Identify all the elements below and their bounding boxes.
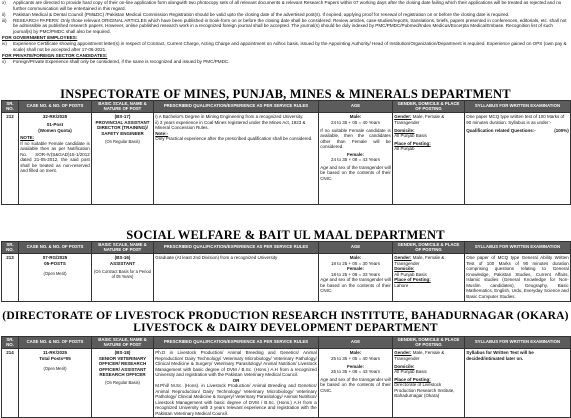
sr-number: 213 <box>2 254 19 302</box>
qualification-note-heading: Note:- <box>155 130 169 136</box>
syllabus-text: Syllabus for Written Test will be decided/intimated later on. <box>466 350 534 361</box>
age-transgender-note: Age and sex of the transgender will be based on the contents of their CNIC. <box>320 164 391 181</box>
age-cell <box>319 113 393 205</box>
posts-quota: (Open Merit) <box>43 270 67 276</box>
age-female: 24 to 35 + 08 = 43 Years <box>330 157 381 163</box>
syllabus-cell: One paper MCQ type written test of 100 Marks of 90 minutes duration. Syllabus is as under:- Qualification related Questions:- (100%) <box>465 113 571 205</box>
job-table <box>1 336 571 418</box>
age-transgender-note: Age and sex of the transgender will be based on the contents of their CNIC. <box>320 277 391 294</box>
qualification-line: M.Phil/ M.Sc. (Hons). in Livestock Production/ Animal Breeding and Genetics/ Animal Reproduction/ Dairy Technology/ Veterinary Microbiology/ Veterinary Pathology/ Clinical Medicine & Surgery/ Veterinary Parasitology/ Animal Nutrition/ Livestock Management with basic degree of DVM / B.Sc. (Hons.) A.H from a recognized University with 3 years relevant experience and registration with the Pakistan Veterinary Medical Council. <box>155 383 317 416</box>
table-header-row: SR. NO. CASE NO. & NO. OF POSTS BASIC SCALE, NAME & NATURE OF POST PRESCRIBED QUALIFICATION/EXPERIENCE AS PER SERVICE RULES AGE GENDER, DOMICILE & PLACE OF POSTING SYLLABUS FOR WRITTEN EXAMINATION <box>2 337 571 349</box>
age-transgender-note: Age and sex of the transgender will be based on the contents of their CNIC. <box>320 376 391 393</box>
posts-count: Total Posts=05 <box>39 355 71 361</box>
job-table <box>1 100 571 205</box>
posts-count: 01-Post <box>46 122 64 128</box>
age-female-label: Female: <box>346 363 364 369</box>
post-cell <box>92 349 154 418</box>
posts-quota: (Open Merit) <box>43 365 67 371</box>
syllabus-text: One paper of MCQ type General Ability Written Test of 100 Marks of 90 minutes duration comprising questions relating to General Knowledge, Pakistan Studies, Current Affairs, Islamic studies (General Knowledge for Non-Muslim candidates), Geography, Basic Mathematics, English, Urdu, Everyday Science and Basic Computer Studies. <box>466 255 569 299</box>
table-row <box>2 349 571 418</box>
qualification-line: Graduate (At least 2nd Division) from a recognized University <box>155 255 278 261</box>
posting-value: Lahore <box>394 282 409 288</box>
age-male: 24 to 35 + 05 = 40 Years <box>330 119 381 125</box>
col-scale: BASIC SCALE, NAME & NATURE OF POST <box>92 101 154 113</box>
table-row <box>2 113 571 205</box>
case-number: 11-RK/2025 <box>42 350 68 356</box>
sr-number: 212 <box>2 113 19 205</box>
age-male-label: Male: <box>349 350 362 356</box>
domicile-value: All Punjab Basis <box>394 271 427 277</box>
department-banner: SOCIAL WELFARE & BAIT UL MAAL DEPARTMENT <box>126 228 445 242</box>
age-male-label: Male: <box>349 114 362 120</box>
post-name: PROVINCIAL ASSISTANT DIRECTOR (TRAINING)/ SAFETY ENGINEER <box>95 119 150 136</box>
note-heading: FOR GOVERNMENT EMPLOYEES: <box>2 35 78 41</box>
col-case: CASE NO. & NO. OF POSTS <box>19 101 92 113</box>
job-table <box>1 241 571 302</box>
case-note: If no suitable Female candidate is available then as per Notification No. SOR-IV(S&GAD)15-1/2012 dated 21-05-2012, the said post shall be treated as non-reserved and filled on merit. <box>20 140 90 174</box>
basic-scale: (BS-17) <box>114 114 131 120</box>
table-header-row: SR. NO. CASE NO. & NO. OF POSTS BASIC SCALE, NAME & NATURE OF POST PRESCRIBED QUALIFICATION/EXPERIENCE AS PER SERVICE RULES AGE GENDER, DOMICILE & PLACE OF POSTING SYLLABUS FOR WRITTEN EXAMINATION <box>2 242 571 254</box>
gender-value: Male, Female & Transgender <box>394 350 445 361</box>
sr-number: 214 <box>2 349 19 418</box>
case-number: 32-RK/2025 <box>42 114 68 120</box>
qualification-cell <box>154 254 319 302</box>
gender-cell: Gender: Male, Female & Transgender Domicile: All Punjab Basis Place of Posting: Directorate of Livestock Production Research Institute, Bahadurnagar (Okara) <box>393 349 465 418</box>
posts-quota: (Women Quota) <box>38 127 72 133</box>
gender-cell: Gender: Male, Female & Transgender Domicile: All Punjab Basis Place of Posting: Lahore <box>393 254 465 302</box>
case-cell <box>19 254 92 302</box>
age-female: 18 to 25 + 08 = 33 Years <box>330 271 381 277</box>
age-male: 25 to 35 + 05 = 40 Years <box>330 355 381 361</box>
post-basis: (On Contract Basis for a Period of 05 Years) <box>94 268 151 279</box>
department-banner: INSPECTORATE OF MINES, PUNJAB, MINES & MINERALS DEPARTMENT <box>60 87 511 101</box>
col-gender: GENDER, DOMICILE & PLACE OF POSTING <box>393 101 465 113</box>
table-row <box>2 254 571 302</box>
instructions-notes <box>2 0 569 92</box>
posting-value: Directorate of Livestock Production Research Institute, Bahadurnagar (Okara) <box>394 382 455 399</box>
age-female-label: Female: <box>346 151 364 157</box>
post-name: SENIOR VETERINARY OFFICER/ RESEARCH OFFICER/ ASSISTANT RESEARCH OFFICER <box>98 355 147 378</box>
post-name: ASSISTANT <box>109 260 136 266</box>
domicile-value: All Punjab Basis <box>394 133 427 139</box>
syllabus-text: One paper MCQ type written test of 100 Marks of 90 minutes duration. Syllabus is as under:- <box>466 114 565 125</box>
table-header-row <box>2 101 571 113</box>
basic-scale: (BS-16) <box>114 255 131 261</box>
qualification-line: ii) 3 years experience in Coal Mines registered under the Mines Act, 1923 & Mineral Concession Rules. <box>155 119 306 131</box>
case-cell <box>19 349 92 418</box>
posts-count: 05-POSTS <box>44 260 66 266</box>
case-note-heading: NOTE: <box>20 135 35 141</box>
qualification-line: i) A Bachelor's Degree in Mining Engineering from a recognized University. <box>155 114 304 120</box>
note-item: x) Applicants are directed to provide hard copy of their on-line application form alongwith two photocopy sets of all relevant documents & relevant Research Papers within 07 working days after the closing date failing which their applications will be treated as rejected and no further communication will be entertained in this regard. <box>2 0 562 11</box>
qualification-or: OR <box>232 377 240 383</box>
col-sr: SR. NO. <box>2 101 19 113</box>
col-qualification: PRESCRIBED QUALIFICATION/EXPERIENCE AS PER SERVICE RULES <box>154 101 319 113</box>
age-note: If no suitable Female candidate is available, then the candidates other than Female will be considered. <box>320 127 391 150</box>
case-cell <box>19 113 92 205</box>
age-male: 18 to 25 + 05 = 30 Years <box>330 260 381 266</box>
qualification-cell <box>154 349 319 418</box>
age-cell <box>319 349 393 418</box>
age-female-label: Female: <box>346 266 364 272</box>
basic-scale: (BS-18) <box>114 350 131 356</box>
syllabus-cell <box>465 349 571 418</box>
qualification-line: Only Practical experience after the prescribed qualification shall be considered. <box>155 136 313 142</box>
age-female: 25 to 35 + 08 = 43 Years <box>330 369 381 375</box>
gender-cell: Gender: Male, Female & Transgender Domicile: All Punjab Basis Place of Posting: All Punjab <box>393 113 465 205</box>
col-syllabus: SYLLABUS FOR WRITTEN EXAMINATION <box>465 101 571 113</box>
note-item: iii) RESEARCH PAPERS: Only those relevant ORIGINAL ARTICLES which have been published in book-form on or before the closing date shall be considered. Review articles, case-studies/reports, translations, briefs, papers presented in conferences, editorials, etc. shall not be admissible as published research papers. However, online published research work in a recognized foreign journal shall be accepted. The journal(s) should be duly indexed by PMC/PMDC/Pubmed/Index Medicus/Excerpta Medica/Embase. Recognition list of such journal(s) by PMC/PMDC shall also be required. <box>2 17 567 34</box>
qualification-cell <box>154 113 319 205</box>
domicile-value: All Punjab Basis <box>394 369 427 375</box>
col-age: AGE <box>319 101 393 113</box>
age-cell <box>319 254 393 302</box>
gender-value: Male, Female & Transgender <box>394 114 445 125</box>
note-heading: FOR PRIVATE/FOREIGN SECTOR CANDIDATES: <box>2 52 108 58</box>
post-cell <box>92 254 154 302</box>
qualification-line: Ph.D in Livestock Production/ Animal Breeding and Genetics/ Animal Reproduction/ Dairy Technology/ Veterinary Microbiology/ Veterinary Pathology/ Clinical Medicine & Surgery/ Veterinary Parasitology/ Animal Nutrition/ Livestock Management with basic degree of DVM / B.Sc. (Hons.) A.H from a recognized University and registration with the Pakistan Veterinary Medical Council. <box>155 350 317 378</box>
note-item: iv) Experience Certificate showing appointment letter(s) in respect of Contract, Current Charge, Acting Charge and appointment on Adhoc basis, issued by the Appointing Authority/ Head of Institution/Organization/Department is required. Experience gained on OPS (own pay & scale) shall not be accepted after 17-06-2021. <box>2 41 567 52</box>
note-item: ii) Pakistan Medical & Dental Council (PM&DC) /Pakistan Medical Commission Registration should be valid upto the closing date of the advertised post(s). If expired, applying proof for renewal of registration on or before the closing date is required. <box>2 11 510 17</box>
syllabus-cell <box>465 254 571 302</box>
age-male-label: Male: <box>349 255 362 261</box>
note-item: v) Foreign/Private Experience shall only be considered, if the same is recognized and issued by PMC/PMDC. <box>2 58 230 64</box>
gender-value: Male, Female & Transgender <box>394 255 445 266</box>
case-number: 07-RG/2025 <box>42 255 68 261</box>
post-basis: (On Regular Basis) <box>105 138 140 144</box>
department-banner: (DIRECTORATE OF LIVESTOCK PRODUCTION RESEARCH INSTITUTE, BAHADURNAGAR (OKARA) LIVESTOCK & DAIRY DEVELOPMENT DEPARTMENT <box>2 310 569 334</box>
post-cell <box>92 113 154 205</box>
posting-value: All Punjab <box>394 146 415 152</box>
post-basis: (On Regular Basis) <box>105 380 140 386</box>
